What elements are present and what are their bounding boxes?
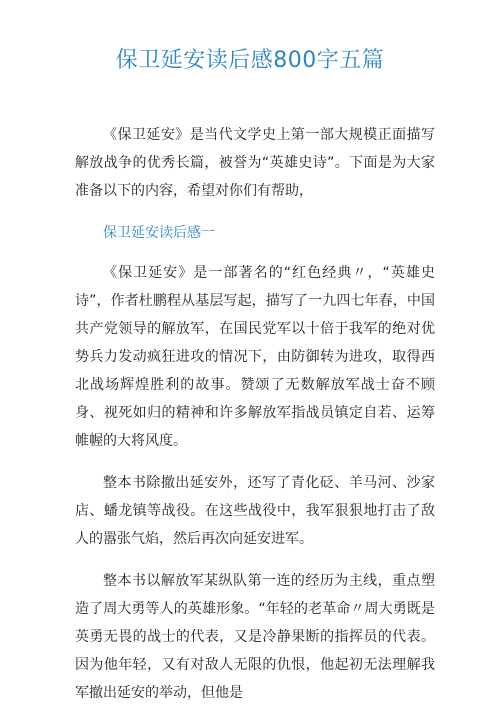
document-title: 保卫延安读后感800字五篇 (115, 48, 385, 73)
intro-paragraph: 《保卫延安》是当代文学史上第一部大规模正面描写解放战争的优秀长篇，被誉为“英雄史诗”。下面是为大家准备以下的内容，希望对你们有帮助， (75, 127, 435, 199)
body-paragraph-3: 整本书以解放军某纵队第一连的经历为主线，重点塑造了周大勇等人的英雄形象。“年轻的老革命〃周大勇既是英勇无畏的战士的代表，又是冷静果断的指挥员的代表。因为他年轻，又有对敌人无限的仇恨，他起初无法理解我军撤出延安的举动，但他是 (75, 573, 435, 701)
body-paragraph-2: 整本书除撤出延安外，还写了青化砭、羊马河、沙家店、蟠龙镇等战役。在这些战役中，我军狠狠地打击了敌人的嚣张气焰，然后再次向延安进军。 (75, 475, 435, 547)
section-heading: 保卫延安读后感一 (103, 225, 215, 241)
document-body (75, 121, 435, 707)
body-paragraph-1: 《保卫延安》是一部著名的“红色经典〃，“英雄史诗”，作者杜鹏程从基层写起，描写了一九四七年春，中国共产党领导的解放军，在国民党军以十倍于我军的绝对优势兵力发动疯狂进攻的情况下，由防御转为进攻，取得西北战场辉煌胜利的故事。赞颂了无数解放军战士奋不顾身、视死如归的精神和许多解放军指战员镇定自若、运筹帷幄的大将风度。 (75, 265, 435, 449)
